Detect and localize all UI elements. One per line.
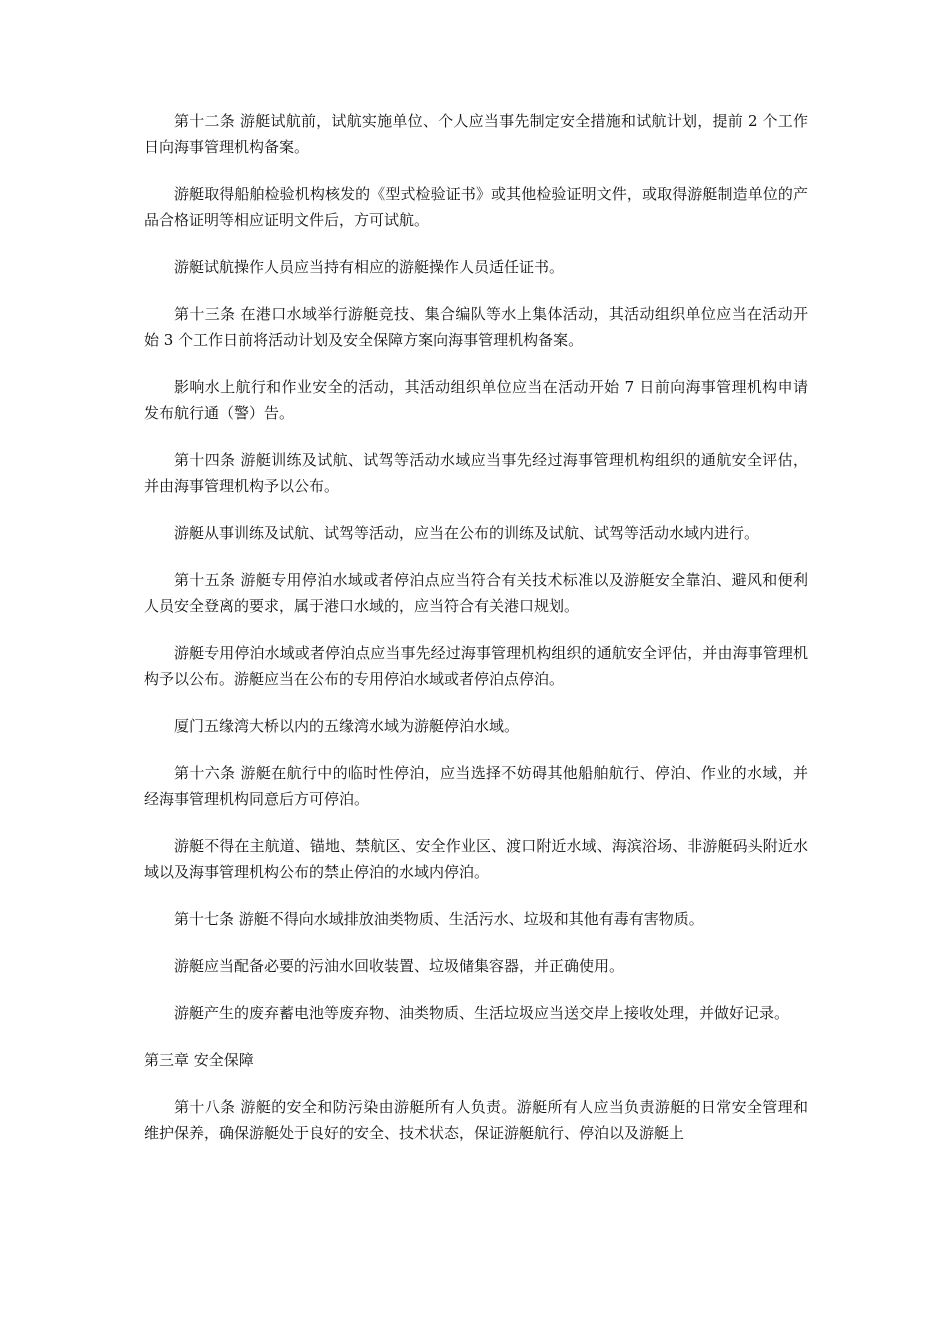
paragraph-trial-operator: 游艇试航操作人员应当持有相应的游艇操作人员适任证书。 xyxy=(174,258,565,276)
document-body xyxy=(144,108,808,1167)
paragraph-navigation-notice: 影响水上航行和作业安全的活动，其活动组织单位应当在活动开始 7 日前向海事管理机构申请发布航行通（警）告。 xyxy=(144,378,808,422)
paragraph-trial-certificate: 游艇取得船舶检验机构核发的《型式检验证书》或其他检验证明文件，或取得游艇制造单位的产品合格证明等相应证明文件后，方可试航。 xyxy=(144,185,808,229)
paragraph-article-14: 第十四条 游艇训练及试航、试驾等活动水域应当事先经过海事管理机构组织的通航安全评估，并由海事管理机构予以公布。 xyxy=(144,451,808,495)
paragraph-article-13: 第十三条 在港口水域举行游艇竞技、集合编队等水上集体活动，其活动组织单位应当在活动开始 3 个工作日前将活动计划及安全保障方案向海事管理机构备案。 xyxy=(144,305,808,349)
paragraph-training-waters: 游艇从事训练及试航、试驾等活动，应当在公布的训练及试航、试驾等活动水域内进行。 xyxy=(174,524,760,542)
paragraph-article-17: 第十七条 游艇不得向水域排放油类物质、生活污水、垃圾和其他有毒有害物质。 xyxy=(174,910,704,928)
paragraph-article-12: 第十二条 游艇试航前，试航实施单位、个人应当事先制定安全措施和试航计划，提前 2 个工作日向海事管理机构备案。 xyxy=(144,112,808,156)
paragraph-article-18: 第十八条 游艇的安全和防污染由游艇所有人负责。游艇所有人应当负责游艇的日常安全管理和维护保养，确保游艇处于良好的安全、技术状态，保证游艇航行、停泊以及游艇上 xyxy=(144,1098,808,1142)
paragraph-berthing-assessment: 游艇专用停泊水域或者停泊点应当事先经过海事管理机构组织的通航安全评估，并由海事管理机构予以公布。游艇应当在公布的专用停泊水域或者停泊点停泊。 xyxy=(144,644,808,688)
paragraph-waste-disposal: 游艇产生的废弃蓄电池等废弃物、油类物质、生活垃圾应当送交岸上接收处理，并做好记录。 xyxy=(174,1004,790,1022)
paragraph-wuyuan-bay: 厦门五缘湾大桥以内的五缘湾水域为游艇停泊水域。 xyxy=(174,717,520,735)
paragraph-prohibited-berthing: 游艇不得在主航道、锚地、禁航区、安全作业区、渡口附近水域、海滨浴场、非游艇码头附近水域以及海事管理机构公布的禁止停泊的水域内停泊。 xyxy=(144,837,808,881)
chapter-heading: 第三章 安全保障 xyxy=(144,1051,254,1069)
paragraph-waste-equipment: 游艇应当配备必要的污油水回收装置、垃圾储集容器，并正确使用。 xyxy=(174,957,625,975)
paragraph-article-15: 第十五条 游艇专用停泊水域或者停泊点应当符合有关技术标准以及游艇安全靠泊、避风和便利人员安全登离的要求，属于港口水域的，应当符合有关港口规划。 xyxy=(144,571,808,615)
paragraph-article-16: 第十六条 游艇在航行中的临时性停泊，应当选择不妨碍其他船舶航行、停泊、作业的水域，并经海事管理机构同意后方可停泊。 xyxy=(144,764,808,808)
